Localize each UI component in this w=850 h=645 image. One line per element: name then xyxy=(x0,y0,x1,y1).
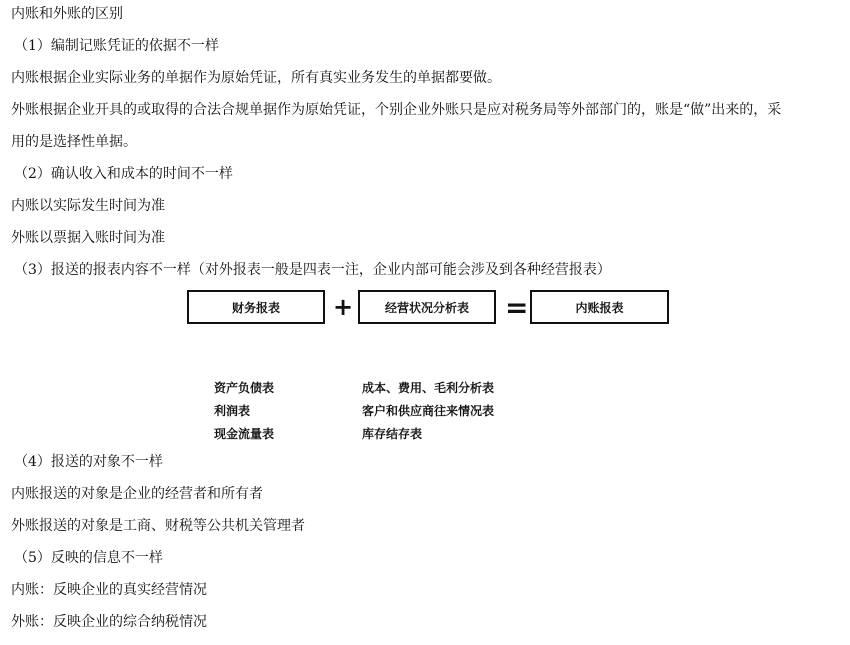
section-2-outer-text: 外账以票据入账时间为准 xyxy=(11,230,165,246)
analysis-report-item: 客户和供应商往来情况表 xyxy=(362,404,495,418)
business-analysis-box: 经营状况分析表 xyxy=(358,290,496,324)
financial-statement-item: 资产负债表 xyxy=(214,381,275,395)
plus-sign: + xyxy=(333,293,354,321)
analysis-report-item: 库存结存表 xyxy=(362,427,423,441)
section-2-heading: （2）确认收入和成本的时间不一样 xyxy=(14,166,233,182)
section-1-outer-text-line1: 外账根据企业开具的或取得的合法合规单据作为原始凭证，个别企业外账只是应对税务局等外部部门的，账是“做”出来的，采 xyxy=(11,102,782,118)
section-5-inner-text: 内账：反映企业的真实经营情况 xyxy=(11,582,207,598)
section-1-outer-text-line2: 用的是选择性单据。 xyxy=(11,134,137,150)
section-5-outer-text: 外账：反映企业的综合纳税情况 xyxy=(11,614,207,630)
analysis-report-item: 成本、费用、毛利分析表 xyxy=(362,381,495,395)
section-4-inner-text: 内账报送的对象是企业的经营者和所有者 xyxy=(11,486,263,502)
section-4-outer-text: 外账报送的对象是工商、财税等公共机关管理者 xyxy=(11,518,305,534)
section-3-heading: （3）报送的报表内容不一样（对外报表一般是四表一注，企业内部可能会涉及到各种经营报表） xyxy=(14,262,611,278)
page-title: 内账和外账的区别 xyxy=(11,6,123,22)
section-4-heading: （4）报送的对象不一样 xyxy=(14,454,163,470)
section-5-heading: （5）反映的信息不一样 xyxy=(14,550,163,566)
financial-statement-item: 现金流量表 xyxy=(214,427,275,441)
section-1-heading: （1）编制记账凭证的依据不一样 xyxy=(14,38,219,54)
financial-statement-item: 利润表 xyxy=(214,404,251,418)
section-2-inner-text: 内账以实际发生时间为准 xyxy=(11,198,165,214)
financial-statements-box: 财务报表 xyxy=(187,290,325,324)
section-1-inner-text: 内账根据企业实际业务的单据作为原始凭证，所有真实业务发生的单据都要做。 xyxy=(11,70,501,86)
equals-sign: = xyxy=(505,291,529,324)
internal-reports-box: 内账报表 xyxy=(530,290,669,324)
